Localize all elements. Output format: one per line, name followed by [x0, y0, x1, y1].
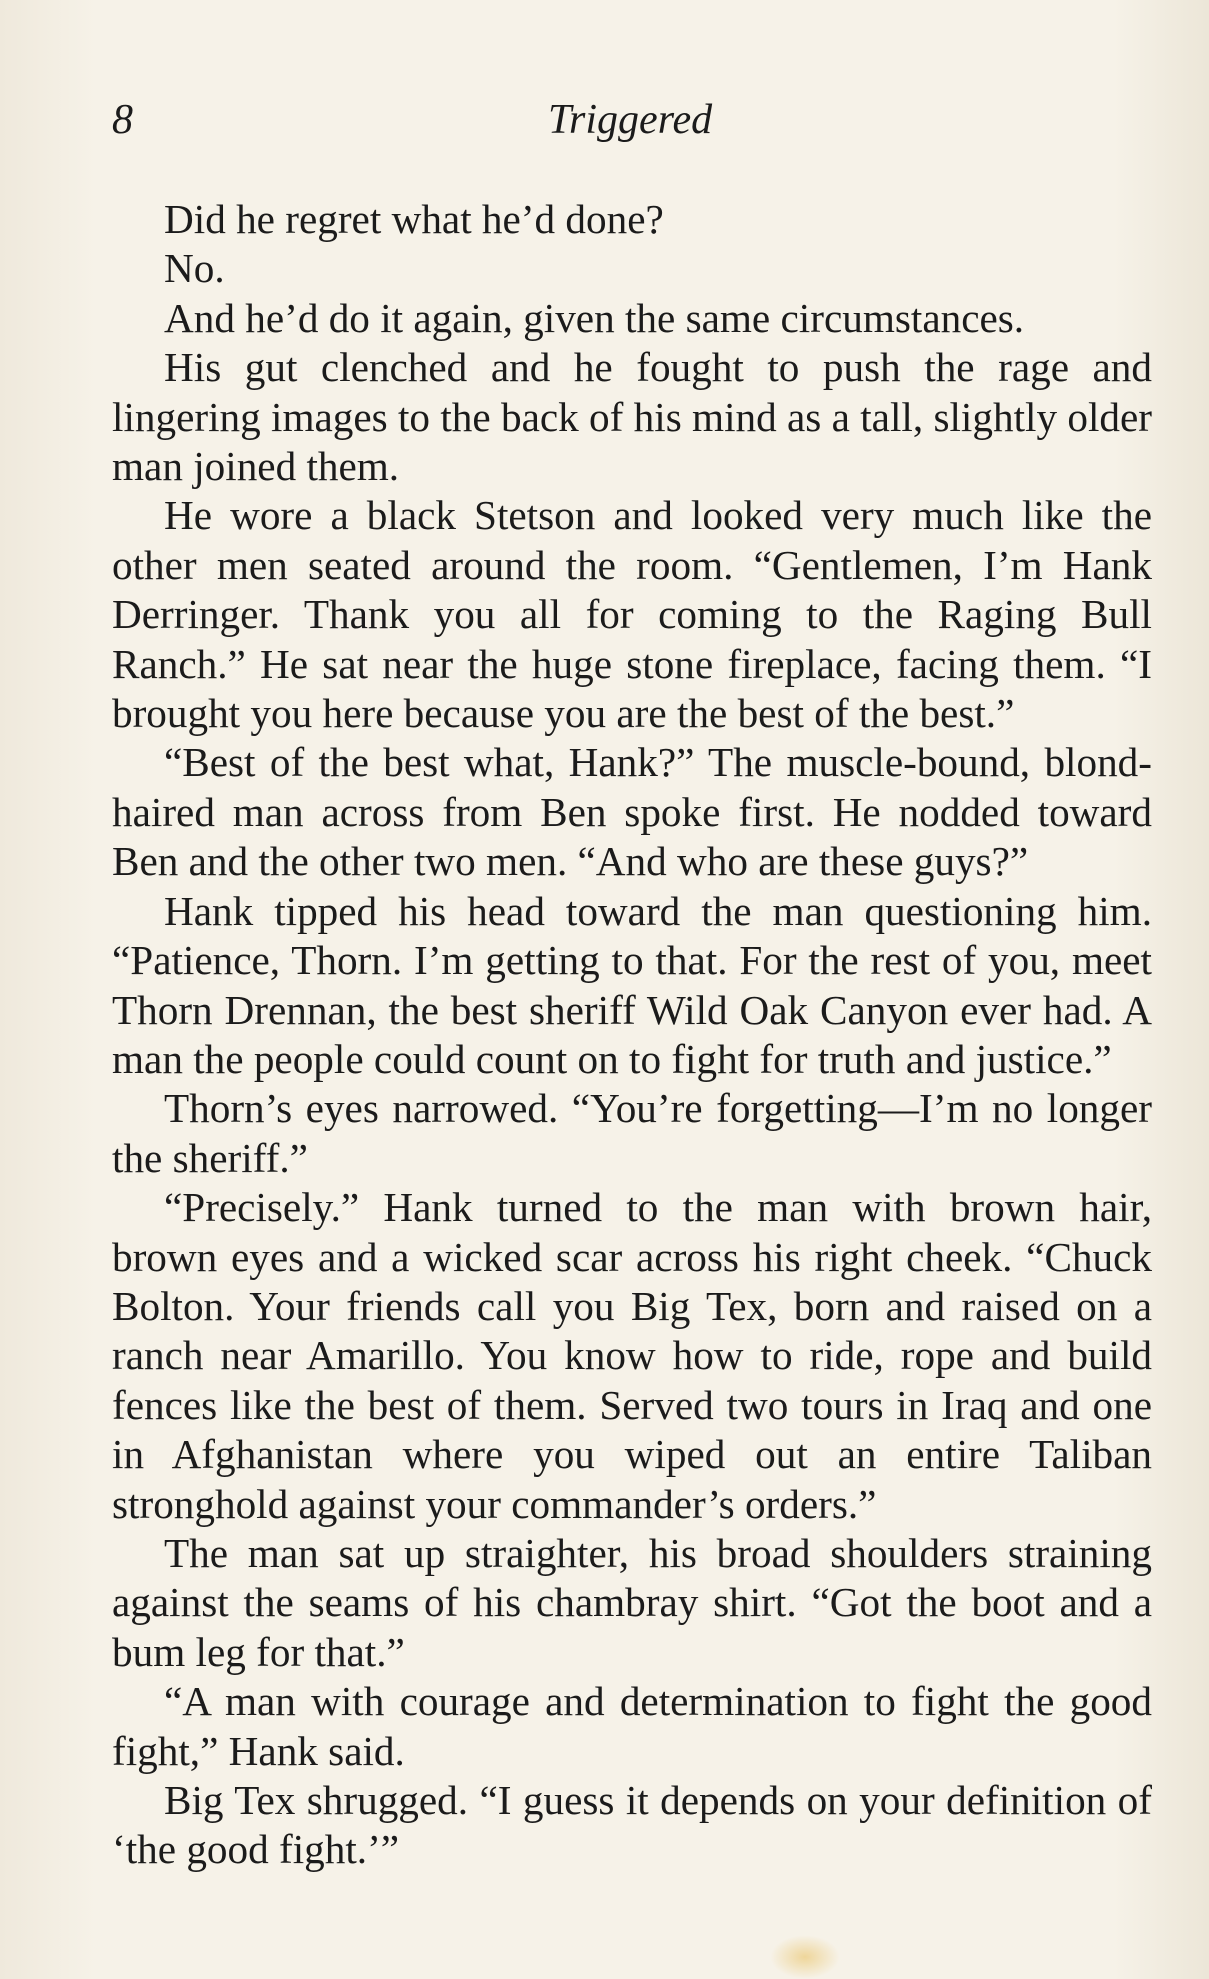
paragraph: He wore a black Stetson and looked very much like the other men seated around the room. “Gentlemen, I’m Hank Derringer. Thank you all for coming to the Raging Bull Ranch.” He sat near the huge stone fireplace, facing them. “I brought you here because you are the best of the best.” — [112, 492, 1152, 737]
paragraph: His gut clenched and he fought to push the rage and lingering images to the back of his mind as a tall, slightly older man joined them. — [112, 344, 1152, 490]
paragraph: “A man with courage and determination to fight the good fight,” Hank said. — [112, 1678, 1152, 1774]
paragraph: And he’d do it again, given the same circumstances. — [164, 294, 1025, 341]
page-number: 8 — [112, 97, 133, 143]
body-text — [112, 195, 1152, 1875]
paragraph: The man sat up straighter, his broad shoulders straining against the seams of his chambray shirt. “Got the boot and a bum leg for that.” — [112, 1529, 1152, 1675]
running-head — [112, 96, 1129, 156]
paragraph: Did he regret what he’d done? — [164, 196, 664, 242]
paragraph: Big Tex shrugged. “I guess it depends on your definition of ‘the good fight.’” — [112, 1777, 1152, 1873]
running-title: Triggered — [548, 97, 713, 143]
paragraph: “Precisely.” Hank turned to the man with brown hair, brown eyes and a wicked scar across his right cheek. “Chuck Bolton. Your friends call you Big Tex, born and raised on a ranch near Amarillo. You know how to ride, rope and build fences like the best of them. Served two tours in Iraq and one in Afghanistan where you wiped out an entire Taliban stronghold against your commander’s orders.” — [112, 1184, 1152, 1527]
paragraph: Thorn’s eyes narrowed. “You’re forgetting—I’m no longer the sheriff.” — [112, 1085, 1152, 1181]
paragraph: “Best of the best what, Hank?” The muscle-bound, blond-haired man across from Ben spoke first. He nodded toward Ben and the other two men. “And who are these guys?” — [112, 739, 1152, 885]
paper-stain — [770, 1935, 840, 1979]
paragraph: Hank tipped his head toward the man questioning him. “Patience, Thorn. I’m getting to that. For the rest of you, meet Thorn Drennan, the best sheriff Wild Oak Canyon ever had. A man the people could count on to fight for truth and justice.” — [112, 887, 1152, 1082]
paragraph: No. — [164, 245, 225, 292]
